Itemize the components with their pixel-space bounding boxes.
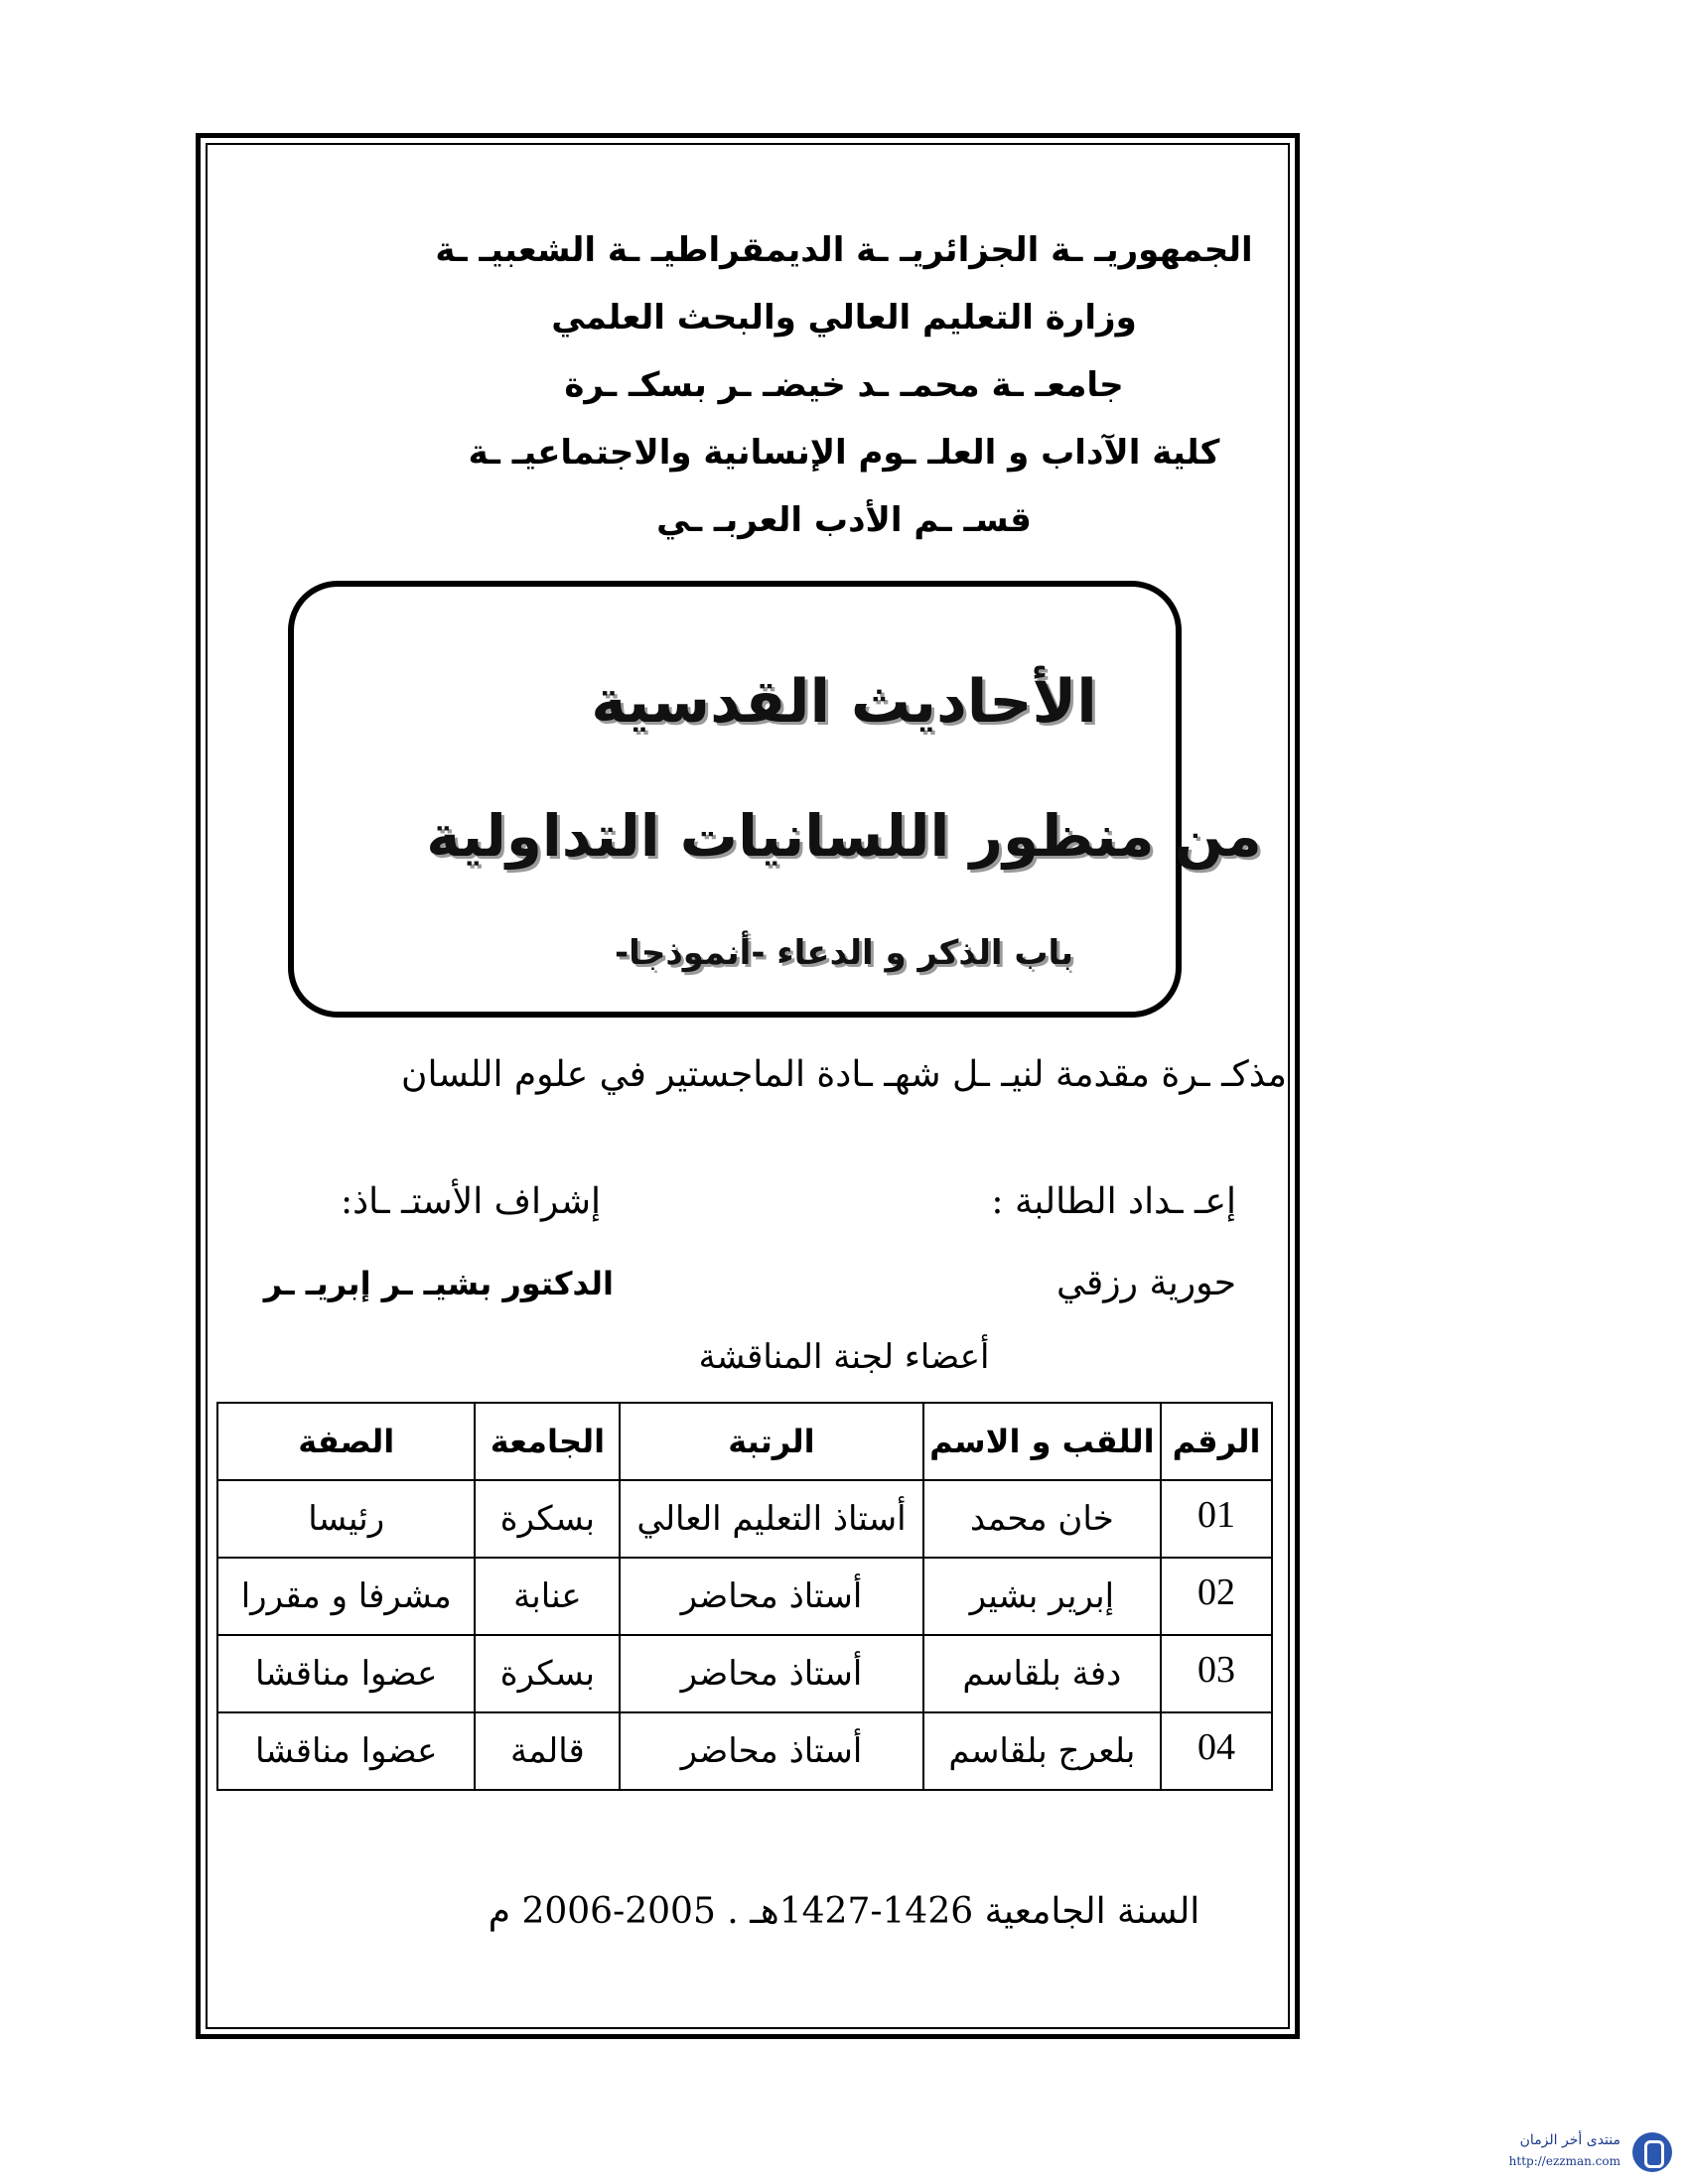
row-university: عنابة (475, 1558, 620, 1635)
committee-header-row (217, 1403, 1272, 1480)
row-role: رئيسا (217, 1480, 475, 1558)
table-row (217, 1712, 1272, 1790)
forum-watermark (1456, 2130, 1674, 2176)
row-role: عضوا مناقشا (217, 1712, 475, 1790)
student-label: إعـ ـداد الطالبة : (991, 1181, 1236, 1222)
row-university: بسكرة (475, 1635, 620, 1712)
header-number: الرقم (1161, 1403, 1272, 1480)
row-rank: أستاذ التعليم العالي (620, 1480, 922, 1558)
row-name: دفة بلقاسم (923, 1635, 1162, 1712)
academic-year: السنة الجامعية 1426-1427هـ . 2005-2006 م (488, 1891, 1200, 1932)
header-role: الصفة (217, 1403, 475, 1480)
watermark-name: منتدى أخر الزمان (1519, 2132, 1620, 2148)
row-university: بسكرة (475, 1480, 620, 1558)
forum-logo-icon (1632, 2132, 1672, 2172)
row-rank: أستاذ محاضر (620, 1635, 922, 1712)
supervisor-name: الدكتور بشيـ ـر إبريـ ـر (263, 1265, 614, 1302)
watermark-url: http://ezzman.com (1508, 2154, 1620, 2168)
table-row (217, 1480, 1272, 1558)
row-number: 03 (1161, 1635, 1272, 1712)
header-university: الجامعة (475, 1403, 620, 1480)
supervisor-label: إشراف الأستـ ـاذ: (340, 1181, 601, 1222)
row-university: قالمة (475, 1712, 620, 1790)
row-name: إبرير بشير (923, 1558, 1162, 1635)
row-number: 04 (1161, 1712, 1272, 1790)
student-name: حورية رزقي (1056, 1263, 1236, 1303)
thesis-title: الأحاديث القدسية (591, 667, 1097, 737)
header-faculty: كلية الآداب و العلـ ـوم الإنسانية والاجتماعيـ ـة (468, 433, 1220, 473)
row-name: بلعرج بلقاسم (923, 1712, 1162, 1790)
row-role: مشرفا و مقررا (217, 1558, 475, 1635)
header-country: الجمهوريـ ـة الجزائريـ ـة الديمقراطيـ ـة الشعبيـ ـة (435, 230, 1253, 270)
header-name: اللقب و الاسم (923, 1403, 1162, 1480)
table-row (217, 1635, 1272, 1712)
header-department: قسـ ـم الأدب العربـ ـي (656, 500, 1032, 540)
row-rank: أستاذ محاضر (620, 1558, 922, 1635)
row-rank: أستاذ محاضر (620, 1712, 922, 1790)
committee-title: أعضاء لجنة المناقشة (698, 1337, 990, 1377)
table-row (217, 1558, 1272, 1635)
thesis-purpose: مذكـ ـرة مقدمة لنيـ ـل شهـ ـادة الماجستير في علوم اللسان (401, 1054, 1287, 1095)
row-name: خان محمد (923, 1480, 1162, 1558)
row-number: 01 (1161, 1480, 1272, 1558)
header-university: جامعـ ـة محمـ ـد خيضـ ـر بسكـ ـرة (564, 365, 1124, 405)
row-number: 02 (1161, 1558, 1272, 1635)
header-ministry: وزارة التعليم العالي والبحث العلمي (551, 298, 1137, 338)
thesis-chapter: باب الذكر و الدعاء -أنموذجا- (614, 933, 1074, 973)
header-rank: الرتبة (620, 1403, 922, 1480)
committee-table (216, 1402, 1273, 1791)
thesis-subtitle: من منظور اللسانيات التداولية (426, 802, 1262, 870)
row-role: عضوا مناقشا (217, 1635, 475, 1712)
